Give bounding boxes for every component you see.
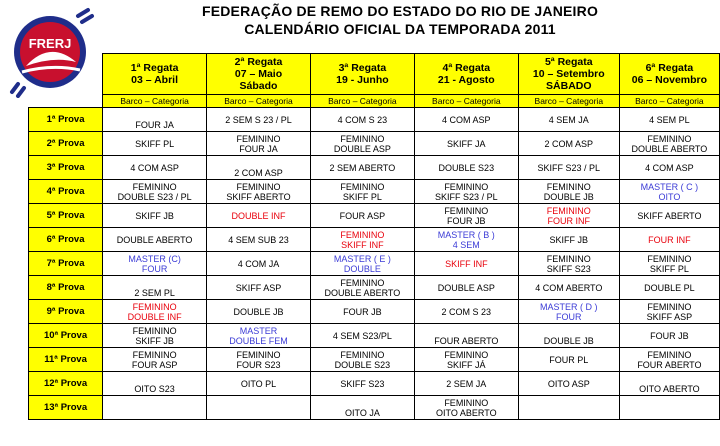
- event-line: DOUBLE S23: [334, 359, 391, 370]
- event-line: MASTER (C): [128, 253, 181, 264]
- prova-label: 4ª Prova: [29, 180, 103, 204]
- event-line: FEMININO: [132, 325, 177, 336]
- regata-header-4: [414, 54, 518, 95]
- event-line: 4 COM ASP: [442, 114, 491, 125]
- event-line: [104, 109, 205, 120]
- prova-label: 1ª Prova: [29, 108, 103, 132]
- regata-title: 4ª Regata: [442, 62, 491, 74]
- regata-subheader-5: Barco – Categoria: [518, 95, 619, 108]
- event-line: SKIFF PL: [342, 191, 382, 202]
- event-line: SKIFF S23: [546, 263, 591, 274]
- event-line: FEMININO: [132, 181, 177, 192]
- regata-header-3: [310, 54, 414, 95]
- event-line: 4 COM JA: [237, 258, 280, 269]
- event-cell: [310, 108, 414, 132]
- regata-date: 21 - Agosto: [437, 74, 495, 86]
- event-line: [621, 373, 718, 384]
- event-cell: [310, 180, 414, 204]
- event-line: DOUBLE ASP: [437, 282, 495, 293]
- event-cell: [414, 252, 518, 276]
- event-line: 4 COM S 23: [337, 114, 388, 125]
- prova-label: 10ª Prova: [29, 324, 103, 348]
- event-cell: [518, 228, 619, 252]
- prova-label: 2ª Prova: [29, 132, 103, 156]
- prova-row: [29, 276, 720, 300]
- event-cell: [518, 132, 619, 156]
- event-cell: [103, 228, 207, 252]
- event-line: FEMININO: [647, 253, 692, 264]
- event-line: SKIFF S23: [340, 378, 385, 389]
- regata-date: 07 – Maio: [234, 68, 283, 80]
- event-line: MASTER ( C ): [640, 181, 699, 192]
- event-line: SKIFF INF: [445, 258, 488, 269]
- event-line: SKIFF JA: [447, 138, 486, 149]
- event-cell: [310, 156, 414, 180]
- event-cell: [207, 348, 311, 372]
- regata-subheader-3: Barco – Categoria: [310, 95, 414, 108]
- event-cell: [207, 156, 311, 180]
- event-cell: [207, 372, 311, 396]
- event-cell: [207, 180, 311, 204]
- event-cell: [103, 204, 207, 228]
- event-line: FEMININO: [236, 181, 281, 192]
- event-cell: [207, 204, 311, 228]
- event-line: DOUBLE JB: [233, 306, 284, 317]
- event-line: DOUBLE ASP: [333, 143, 391, 154]
- regata-title: 5ª Regata: [544, 56, 593, 68]
- page-subtitle: CALENDÁRIO OFICIAL DA TEMPORADA 2011: [244, 21, 556, 37]
- event-cell: [103, 180, 207, 204]
- event-cell: [207, 300, 311, 324]
- prova-label: 13ª Prova: [29, 396, 103, 420]
- event-line: 4 SEM SUB 23: [228, 234, 289, 245]
- event-line: [416, 325, 517, 336]
- event-line: FOUR PL: [549, 354, 589, 365]
- event-cell: [414, 300, 518, 324]
- event-line: SKIFF JB: [135, 335, 174, 346]
- event-line: 4 COM ABERTO: [535, 282, 603, 293]
- event-line: OITO: [658, 191, 681, 202]
- event-line: 2 COM S 23: [441, 306, 492, 317]
- event-line: 4 SEM JA: [548, 114, 589, 125]
- event-line: 4 SEM: [452, 239, 480, 250]
- event-line: MASTER: [239, 325, 278, 336]
- event-cell: [310, 372, 414, 396]
- page-title: FEDERAÇÃO DE REMO DO ESTADO DO RIO DE JANEIRO: [201, 3, 599, 19]
- event-line: [208, 402, 309, 413]
- event-line: [104, 373, 205, 384]
- logo-text: FRERJ: [28, 36, 72, 51]
- subheader-corner: [29, 95, 103, 108]
- regata-title: 6ª Regata: [645, 62, 694, 74]
- event-cell: [310, 204, 414, 228]
- event-cell: [619, 252, 719, 276]
- regata-date: 06 – Novembro: [631, 74, 708, 86]
- event-cell: [619, 180, 719, 204]
- event-line: FOUR JB: [343, 306, 382, 317]
- event-cell: [518, 204, 619, 228]
- event-cell: [414, 132, 518, 156]
- event-line: OITO ABERTO: [639, 384, 700, 394]
- event-cell: [518, 348, 619, 372]
- event-cell: [414, 108, 518, 132]
- event-line: 4 COM ASP: [130, 162, 179, 173]
- event-line: [104, 402, 205, 413]
- event-line: SKIFF ABERTO: [637, 210, 702, 221]
- event-line: [520, 325, 618, 336]
- event-cell: [207, 108, 311, 132]
- prova-row: [29, 108, 720, 132]
- regata-title: 1ª Regata: [130, 62, 179, 74]
- event-cell: [518, 276, 619, 300]
- event-line: 2 COM ASP: [234, 168, 283, 178]
- event-line: SKIFF ASP: [646, 311, 693, 322]
- event-line: OITO JA: [344, 408, 380, 418]
- prova-row: [29, 180, 720, 204]
- event-line: DOUBLE JB: [543, 191, 594, 202]
- event-cell: [103, 132, 207, 156]
- prova-row: [29, 252, 720, 276]
- event-cell: [310, 300, 414, 324]
- event-cell: [619, 276, 719, 300]
- event-cell: [103, 108, 207, 132]
- prova-row: [29, 324, 720, 348]
- event-line: FOUR INF: [648, 234, 691, 245]
- event-line: FEMININO: [340, 229, 385, 240]
- event-line: FEMININO: [444, 205, 489, 216]
- event-line: DOUBLE: [343, 263, 381, 274]
- event-cell: [619, 372, 719, 396]
- event-line: FOUR JA: [135, 120, 174, 130]
- event-line: DOUBLE S23: [438, 162, 495, 173]
- prova-label: 6ª Prova: [29, 228, 103, 252]
- header-corner: [29, 54, 103, 95]
- prova-row: [29, 228, 720, 252]
- prova-label: 3ª Prova: [29, 156, 103, 180]
- event-cell: [310, 228, 414, 252]
- regata-day: Sábado: [239, 80, 278, 92]
- event-line: FEMININO: [647, 301, 692, 312]
- event-cell: [619, 300, 719, 324]
- event-line: SKIFF PL: [135, 138, 175, 149]
- prova-row: [29, 156, 720, 180]
- event-line: DOUBLE ABERTO: [324, 287, 401, 298]
- event-line: FOUR ASP: [131, 359, 178, 370]
- event-line: DOUBLE ABERTO: [631, 143, 708, 154]
- event-line: DOUBLE INF: [127, 311, 182, 322]
- event-line: FOUR JB: [447, 215, 486, 226]
- event-line: 4 SEM PL: [649, 114, 690, 125]
- event-cell: [619, 348, 719, 372]
- event-cell: [518, 324, 619, 348]
- regata-subheader-6: Barco – Categoria: [619, 95, 719, 108]
- event-cell: [103, 300, 207, 324]
- event-cell: [207, 324, 311, 348]
- regata-header-6: [619, 54, 719, 95]
- event-cell: [518, 396, 619, 420]
- event-line: FEMININO: [546, 253, 591, 264]
- event-line: [208, 157, 309, 168]
- event-line: FEMININO: [132, 349, 177, 360]
- event-line: DOUBLE INF: [231, 210, 286, 221]
- event-line: FOUR JA: [239, 143, 278, 154]
- prova-label: 9ª Prova: [29, 300, 103, 324]
- regata-title: 2ª Regata: [234, 56, 283, 68]
- event-line: 2 SEM PL: [134, 288, 175, 298]
- event-line: DOUBLE S23 / PL: [117, 191, 192, 202]
- event-cell: [103, 252, 207, 276]
- event-cell: [103, 276, 207, 300]
- prova-label: 7ª Prova: [29, 252, 103, 276]
- prova-row: [29, 300, 720, 324]
- prova-label: 12ª Prova: [29, 372, 103, 396]
- event-line: FEMININO: [647, 349, 692, 360]
- event-line: FEMININO: [340, 277, 385, 288]
- regata-title: 3ª Regata: [338, 62, 387, 74]
- prova-row: [29, 204, 720, 228]
- event-cell: [619, 156, 719, 180]
- event-cell: [103, 156, 207, 180]
- event-line: FEMININO: [546, 181, 591, 192]
- event-line: SKIFF ASP: [235, 282, 282, 293]
- event-line: 2 SEM JA: [446, 378, 487, 389]
- event-line: MASTER ( D ): [540, 301, 598, 312]
- event-line: FEMININO: [546, 205, 591, 216]
- calendar-table: [28, 53, 720, 420]
- event-cell: [310, 132, 414, 156]
- event-cell: [619, 108, 719, 132]
- event-line: SKIFF JB: [135, 210, 174, 221]
- event-line: FEMININO: [132, 301, 177, 312]
- event-line: FOUR JB: [650, 330, 689, 341]
- event-line: 4 SEM S23/PL: [332, 330, 392, 341]
- event-line: FEMININO: [236, 349, 281, 360]
- event-cell: [619, 228, 719, 252]
- event-line: 2 SEM S 23 / PL: [225, 114, 292, 125]
- event-line: OITO ABERTO: [436, 407, 497, 418]
- event-line: FEMININO: [444, 349, 489, 360]
- event-cell: [518, 372, 619, 396]
- event-line: SKIFF ABERTO: [226, 191, 291, 202]
- event-cell: [103, 348, 207, 372]
- event-cell: [103, 372, 207, 396]
- regata-subheader-1: Barco – Categoria: [103, 95, 207, 108]
- event-line: FOUR ABERTO: [434, 336, 499, 346]
- event-line: [621, 402, 718, 413]
- event-line: DOUBLE PL: [644, 282, 695, 293]
- prova-label: 5ª Prova: [29, 204, 103, 228]
- event-cell: [207, 252, 311, 276]
- event-cell: [619, 324, 719, 348]
- regata-day: SÁBADO: [546, 80, 592, 92]
- prova-row: [29, 348, 720, 372]
- event-line: FOUR INF: [547, 215, 591, 226]
- prova-row: [29, 132, 720, 156]
- event-cell: [518, 300, 619, 324]
- event-cell: [207, 276, 311, 300]
- event-cell: [414, 396, 518, 420]
- event-cell: [207, 228, 311, 252]
- event-cell: [414, 372, 518, 396]
- event-cell: [310, 324, 414, 348]
- event-line: [104, 277, 205, 288]
- event-line: OITO PL: [240, 378, 277, 389]
- event-line: SKIFF S23 / PL: [537, 162, 601, 173]
- prova-label: 8ª Prova: [29, 276, 103, 300]
- event-line: DOUBLE FEM: [229, 335, 288, 346]
- event-cell: [414, 324, 518, 348]
- event-cell: [518, 252, 619, 276]
- event-line: FEMININO: [444, 181, 489, 192]
- regata-date: 03 – Abril: [131, 74, 179, 86]
- event-line: FOUR: [556, 311, 582, 322]
- event-cell: [414, 276, 518, 300]
- event-cell: [619, 132, 719, 156]
- event-line: SKIFF JB: [549, 234, 589, 245]
- regata-header-2: [207, 54, 311, 95]
- event-line: SKIFF S23 / PL: [435, 191, 498, 202]
- event-cell: [103, 324, 207, 348]
- regata-date: 19 - Junho: [336, 74, 389, 86]
- regata-date: 10 – Setembro: [532, 68, 605, 80]
- event-line: OITO ASP: [547, 378, 590, 389]
- event-line: DOUBLE JB: [543, 336, 594, 346]
- prova-row: [29, 372, 720, 396]
- event-cell: [518, 156, 619, 180]
- prova-label: 11ª Prova: [29, 348, 103, 372]
- event-line: FEMININO: [236, 133, 281, 144]
- event-cell: [414, 348, 518, 372]
- event-cell: [619, 204, 719, 228]
- event-cell: [310, 348, 414, 372]
- event-line: SKIFF INF: [341, 239, 384, 250]
- event-line: FEMININO: [340, 349, 385, 360]
- event-cell: [207, 396, 311, 420]
- event-line: MASTER ( B ): [437, 229, 495, 240]
- event-line: FEMININO: [444, 397, 489, 408]
- event-line: FEMININO: [340, 181, 385, 192]
- prova-row: [29, 396, 720, 420]
- event-line: [520, 402, 618, 413]
- event-cell: [414, 204, 518, 228]
- event-line: OITO S23: [134, 384, 175, 394]
- regata-subheader-2: Barco – Categoria: [207, 95, 311, 108]
- event-cell: [414, 228, 518, 252]
- event-line: FEMININO: [340, 133, 385, 144]
- regata-header-5: [518, 54, 619, 95]
- event-cell: [310, 276, 414, 300]
- event-line: [312, 397, 413, 408]
- event-line: FOUR: [141, 263, 168, 274]
- event-line: SKIFF PL: [649, 263, 689, 274]
- event-cell: [207, 132, 311, 156]
- event-line: FOUR ABERTO: [637, 359, 702, 370]
- event-cell: [414, 180, 518, 204]
- event-cell: [518, 180, 619, 204]
- event-line: MASTER ( E ): [333, 253, 391, 264]
- event-line: FOUR ASP: [339, 210, 386, 221]
- event-line: FEMININO: [647, 133, 692, 144]
- regata-subheader-4: Barco – Categoria: [414, 95, 518, 108]
- regata-header-1: [103, 54, 207, 95]
- event-line: SKIFF JÁ: [447, 359, 486, 370]
- event-line: 2 COM ASP: [544, 138, 594, 149]
- event-cell: [518, 108, 619, 132]
- event-cell: [103, 396, 207, 420]
- event-line: FOUR S23: [236, 359, 281, 370]
- event-cell: [310, 396, 414, 420]
- event-cell: [619, 396, 719, 420]
- event-cell: [310, 252, 414, 276]
- event-line: DOUBLE ABERTO: [116, 234, 193, 245]
- event-line: 4 COM ASP: [645, 162, 694, 173]
- event-cell: [414, 156, 518, 180]
- event-line: 2 SEM ABERTO: [329, 162, 396, 173]
